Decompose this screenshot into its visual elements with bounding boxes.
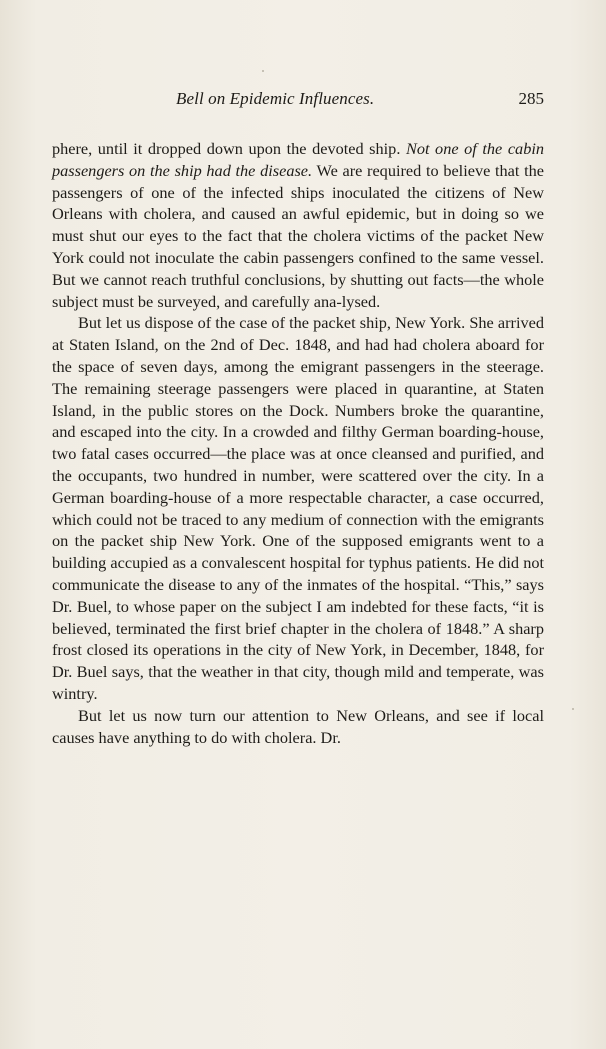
- page-header: [52, 89, 544, 113]
- paper-speck: [572, 708, 574, 710]
- running-head: Bell on Epidemic Influences.: [176, 89, 375, 108]
- paragraph-1-end: We are required to believe that the passengers of one of the infected ships inoculated the citizens of New Orleans with cholera, and caused an awful epidemic, but in doing so we must shut our eyes to the fact that the cholera victims of the packet New York could not inoculate the cabin passengers confined to the same vessel. But we cannot reach truthful conclusions, by shutting out facts—the whole subject must be surveyed, and carefully ana-lysed.: [52, 160, 544, 311]
- body-text: [52, 138, 544, 748]
- page-number: 285: [518, 89, 544, 108]
- paragraph-3: But let us now turn our attention to New Orleans, and see if local causes have anything to do with cholera. Dr.: [52, 705, 544, 747]
- paragraph-1-start: phere, until it dropped down upon the devoted ship.: [52, 139, 406, 158]
- paragraph-1: [52, 138, 544, 312]
- paragraph-1-italic: Not one of the cabin passengers on the ship had the disease.: [52, 139, 544, 180]
- paragraph-2: But let us dispose of the case of the packet ship, New York. She arrived at Staten Island, on the 2nd of Dec. 1848, and had had cholera aboard for the space of seven days, among the emigrant passengers in the steerage. The remaining steerage passengers were placed in quarantine, at Staten Island, in the public stores on the Dock. Numbers broke the quarantine, and escaped into the city. In a crowded and filthy German boarding-house, two fatal cases occurred—the place was at once cleansed and purified, and the occupants, two hundred in number, were scattered over the city. In a German boarding-house of a more respectable character, a case occurred, which could not be traced to any medium of connection with the emigrants on the packet ship New York. One of the supposed emigrants went to a building accupied as a convalescent hospital for typhus patients. He did not communicate the disease to any of the inmates of the hospital. “This,” says Dr. Buel, to whose paper on the subject I am indebted for these facts, “it is believed, terminated the first brief chapter in the cholera of 1848.” A sharp frost closed its operations in the city of New York, in December, 1848, for Dr. Buel says, that the weather in that city, though mild and temperate, was wintry.: [52, 313, 544, 703]
- paper-speck: [262, 70, 264, 72]
